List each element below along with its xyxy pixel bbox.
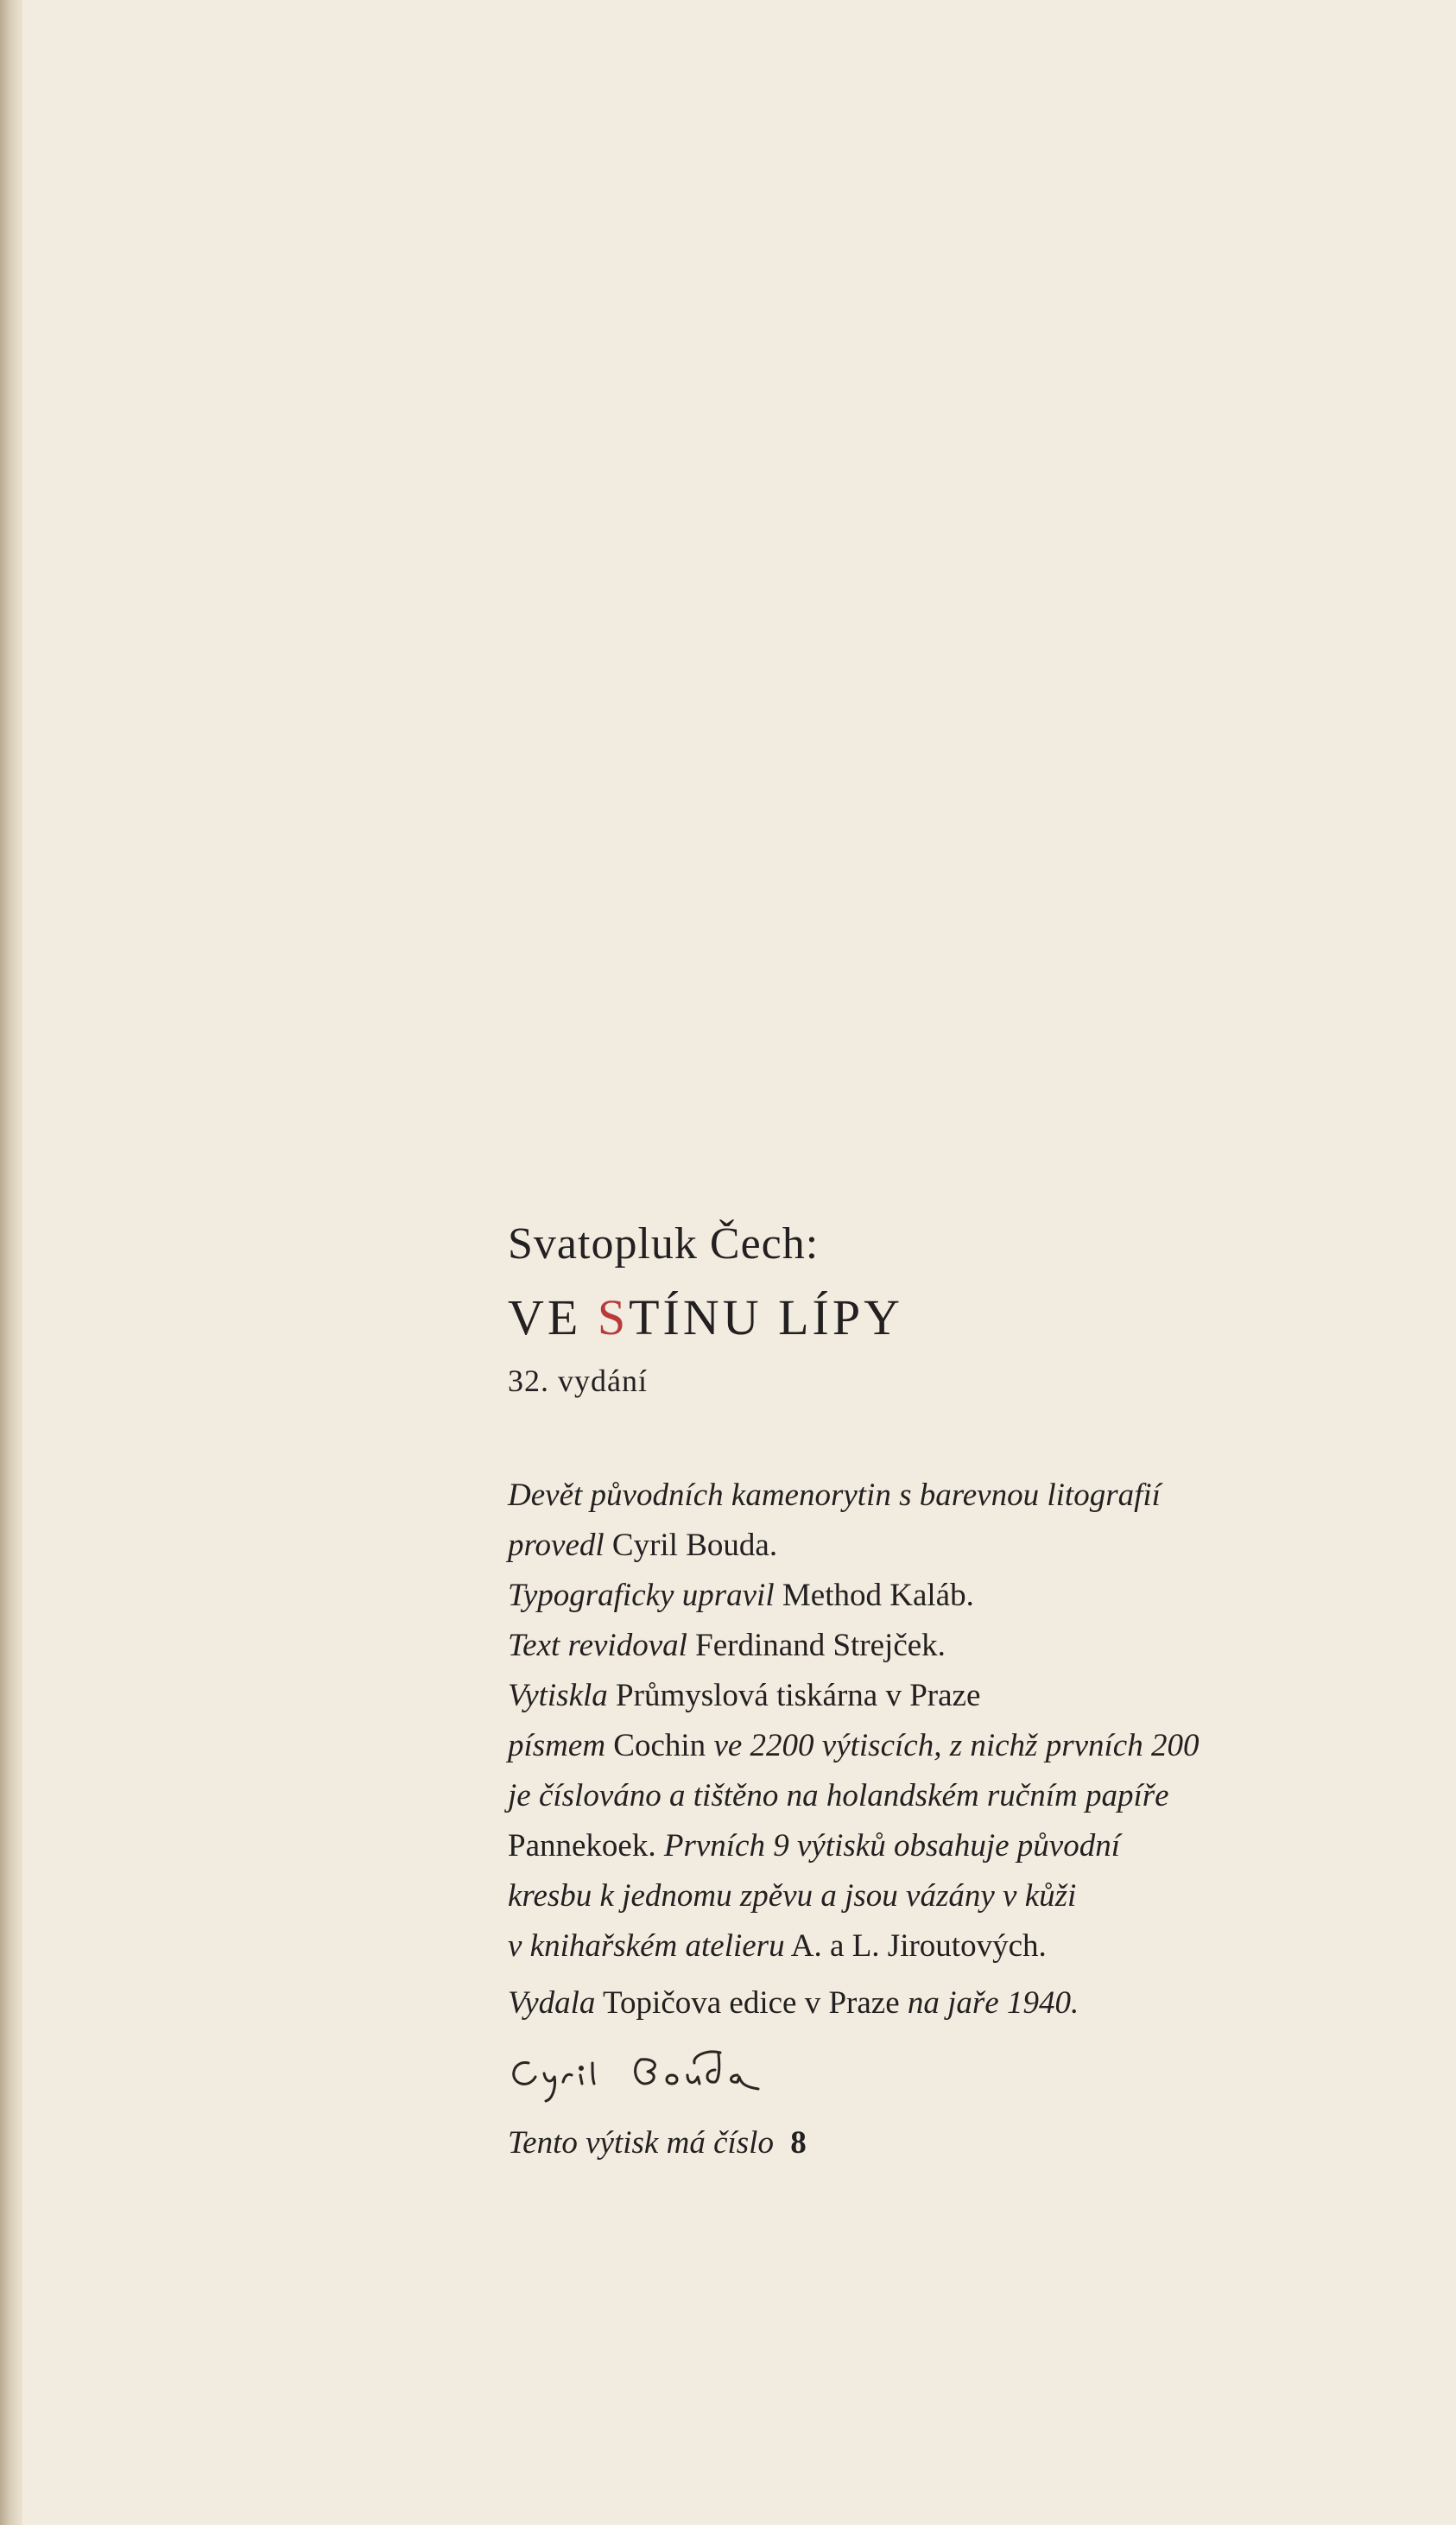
book-title bbox=[508, 1281, 1423, 1355]
illustrations-text: Devět původních kamenorytin s barevnou litografií bbox=[508, 1478, 1161, 1513]
copy-number-line bbox=[508, 2118, 1423, 2168]
copy-number-label: Tento výtisk má číslo bbox=[508, 2125, 774, 2161]
editor-name: Ferdinand Strejček. bbox=[695, 1628, 946, 1663]
copy-number-value: 8 bbox=[790, 2125, 807, 2161]
binding-edge bbox=[0, 0, 22, 2525]
credit-line-illustrations bbox=[508, 1471, 1423, 1521]
credit-line-special-copies bbox=[508, 1821, 1423, 1871]
paper-maker: Pannekoek. bbox=[508, 1828, 656, 1864]
signature-drawing bbox=[503, 2044, 813, 2113]
handwritten-signature bbox=[508, 2039, 1423, 2118]
credit-line-binding bbox=[508, 1871, 1423, 1921]
special-copies-text: Prvních 9 výtisků obsahuje původní bbox=[663, 1828, 1121, 1864]
credit-line-editor bbox=[508, 1621, 1423, 1671]
editor-label: Text revidoval bbox=[508, 1628, 687, 1663]
typeface-label: písmem bbox=[508, 1728, 606, 1763]
illustrator-name: Cyril Bouda. bbox=[611, 1528, 778, 1563]
book-title-text: VE STÍNU LÍPY bbox=[508, 1289, 903, 1345]
typeface-name: Cochin bbox=[613, 1728, 706, 1763]
printer-name: Průmyslová tiskárna v Praze bbox=[616, 1678, 981, 1713]
publication-date: na jaře 1940. bbox=[907, 1985, 1079, 2021]
credit-line-printer bbox=[508, 1671, 1423, 1721]
credit-line-paper bbox=[508, 1771, 1423, 1821]
credit-line-publisher bbox=[508, 1978, 1423, 2028]
title-red-initial: S bbox=[597, 1289, 630, 1345]
typographer-name: Method Kaláb. bbox=[782, 1578, 974, 1613]
credit-line-bindery bbox=[508, 1921, 1423, 1971]
paper-text: je číslováno a tištěno na holandském ručním papíře bbox=[508, 1778, 1169, 1813]
credit-line-typeface bbox=[508, 1721, 1423, 1771]
colophon bbox=[508, 1213, 1423, 2168]
colophon-credits bbox=[508, 1471, 1423, 2168]
illustrator-label: provedl bbox=[508, 1528, 605, 1563]
bindery-name: A. a L. Jiroutových. bbox=[790, 1928, 1047, 1964]
author-heading: Svatopluk Čech: bbox=[508, 1219, 820, 1269]
credit-line-typography bbox=[508, 1571, 1423, 1621]
publisher-label: Vydala bbox=[508, 1985, 596, 2021]
typography-label: Typograficky upravil bbox=[508, 1578, 775, 1613]
print-run-text: ve 2200 výtiscích, z nichž prvních 200 bbox=[713, 1728, 1200, 1763]
binding-text: kresbu k jednomu zpěvu a jsou vázány v kůži bbox=[508, 1878, 1077, 1914]
bindery-label: v knihařském atelieru bbox=[508, 1928, 785, 1964]
credit-line-illustrator bbox=[508, 1521, 1423, 1571]
publisher-name: Topičova edice v Praze bbox=[603, 1985, 900, 2021]
edition-number: 32. vydání bbox=[508, 1364, 648, 1398]
printer-label: Vytiskla bbox=[508, 1678, 608, 1713]
